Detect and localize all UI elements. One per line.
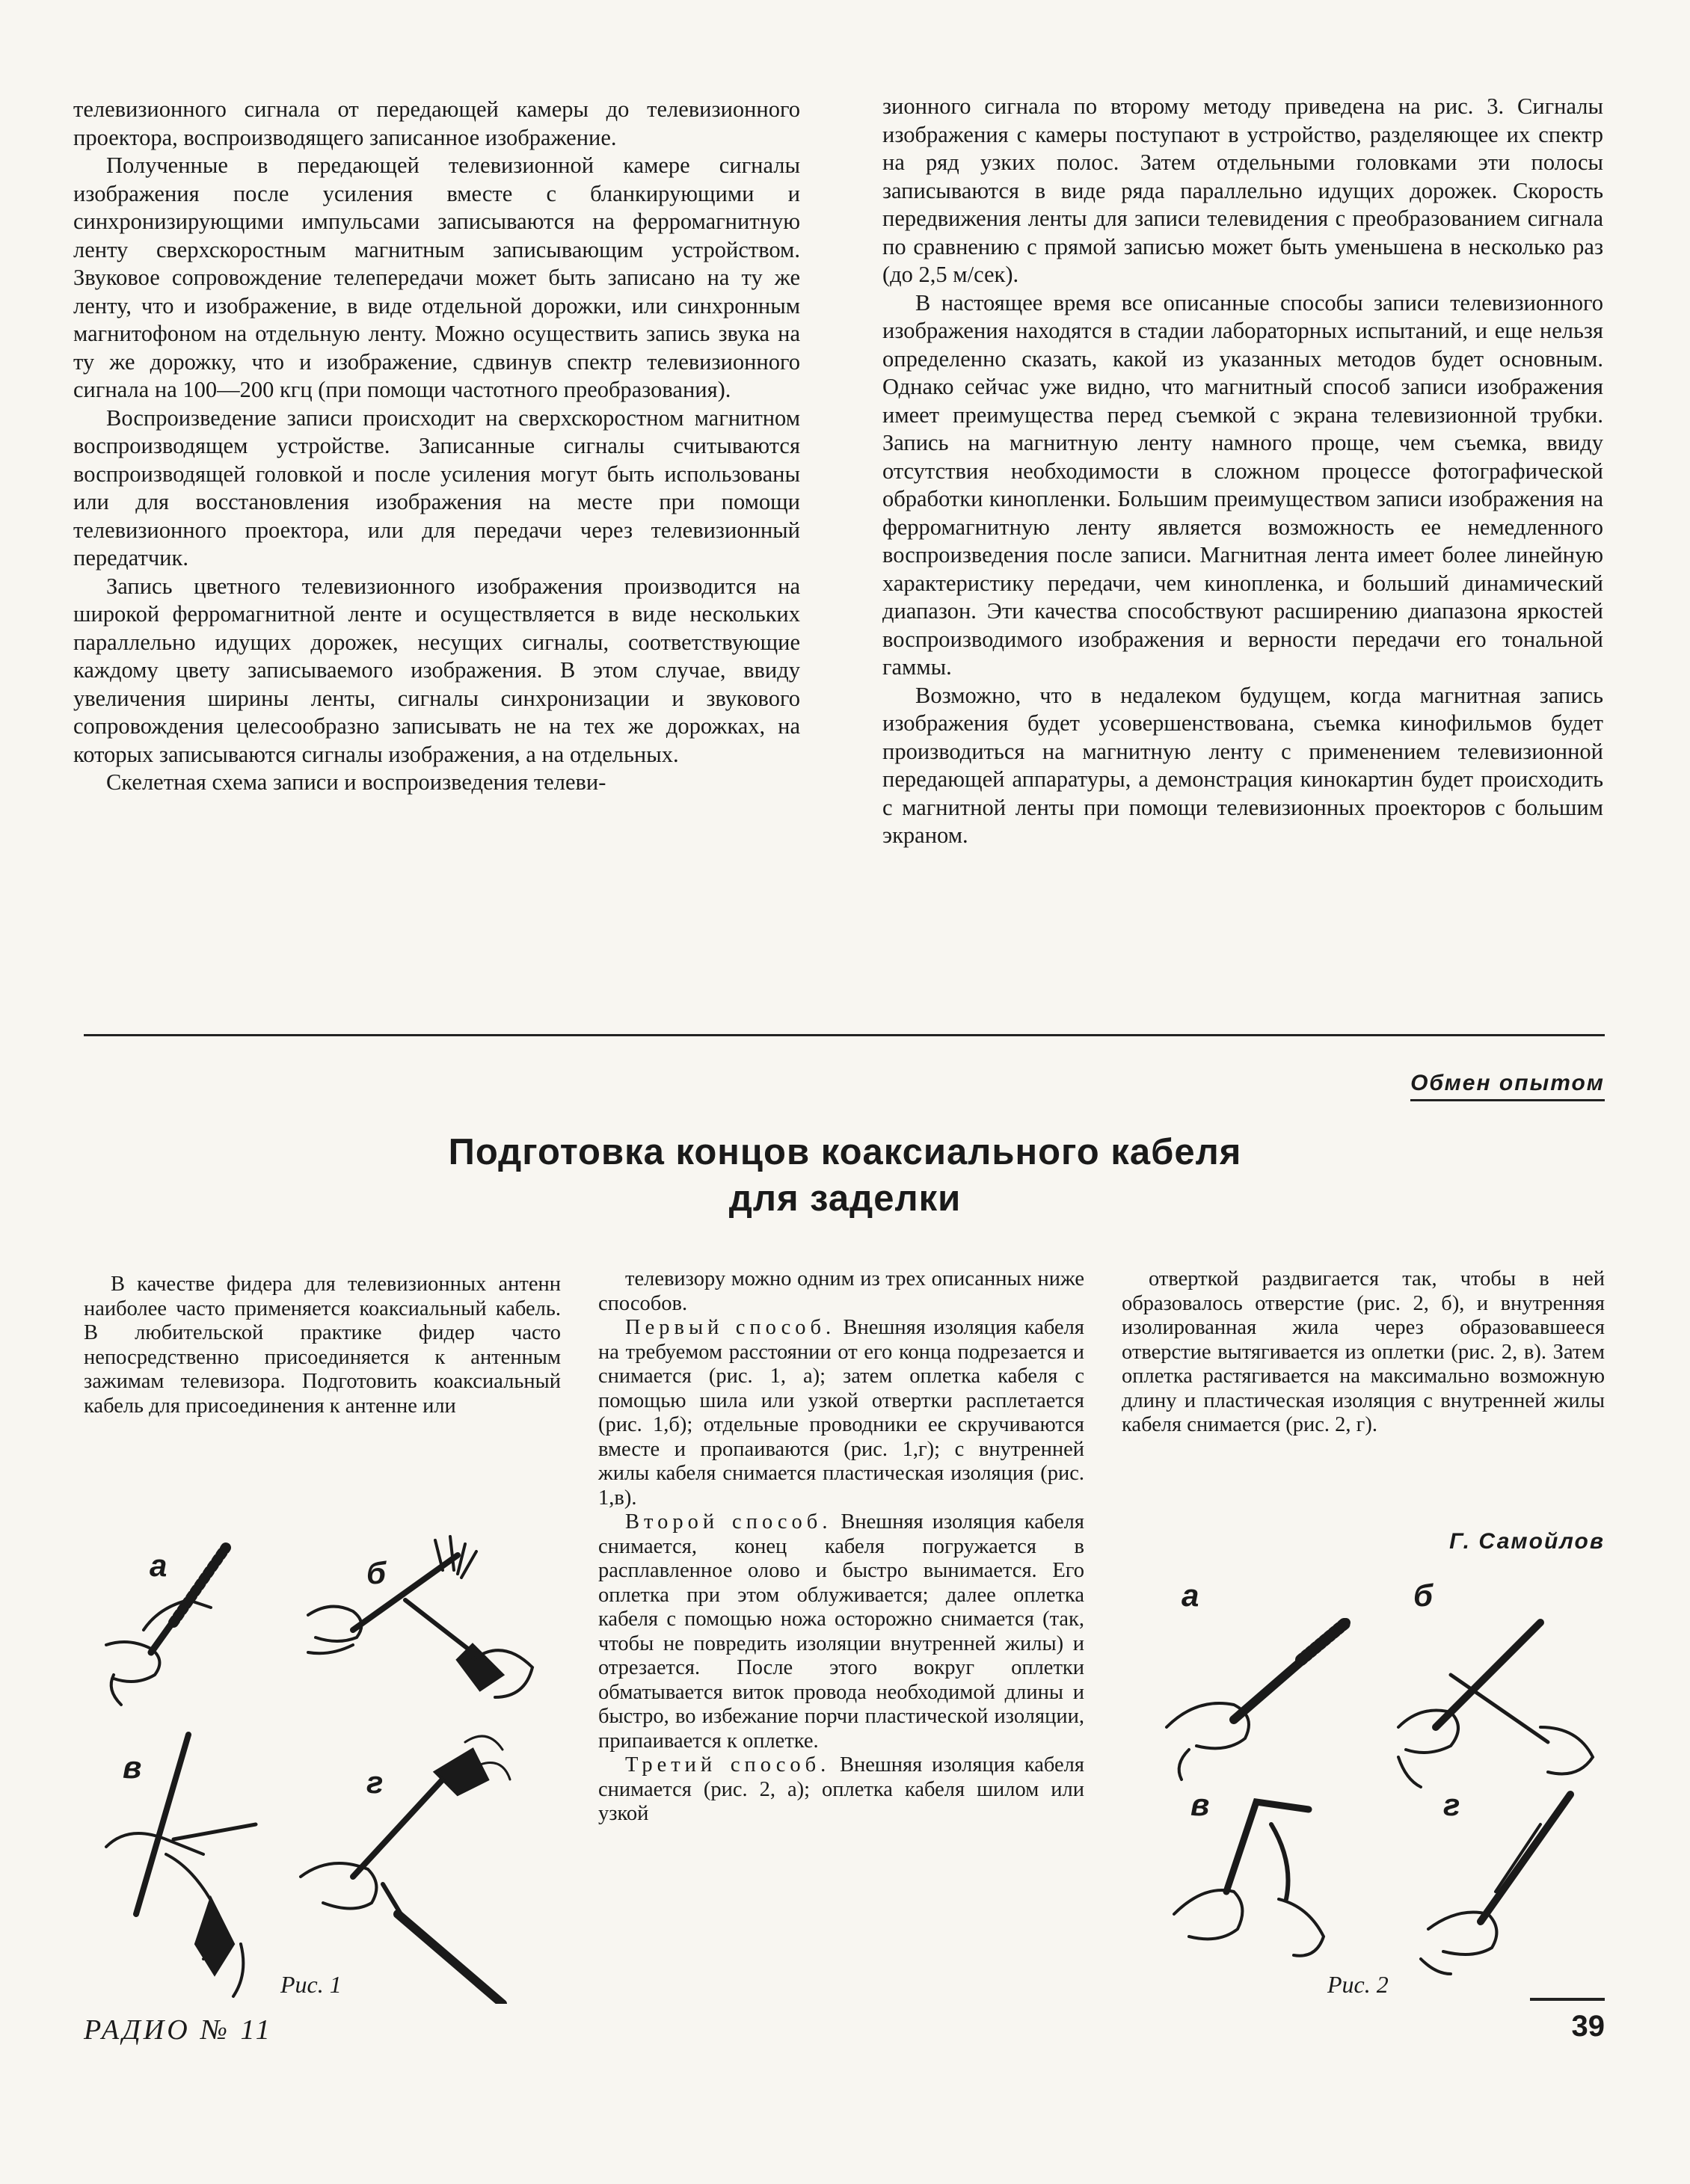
journal-name: РАДИО № 11 <box>84 2014 273 2046</box>
paragraph: В качестве фидера для телевизионных антенн наиболее часто применяется коаксиальный кабель. В любительской практике фидер часто непосредственно присоединяется к антенным зажимам телевизора. Подготовить коаксиальный кабель для присоединения к антенне или <box>84 1273 561 1418</box>
paragraph: Полученные в передающей телевизионной камере сигналы изображения после усиления вместе с бланкирующими и синхронизирующими импульсами записываются на ферромагнитную ленту сверхскоростным магнитным записывающим устройством. Звуковое сопровождение телепередачи может быть записано на ту же ленту, что и изображение, в виде отдельной дорожки, или синхронным магнитофоном на отдельную ленту. Можно осуществить запись звука на ту же дорожку, что и изображение, сдвинув спектр телевизионного сигнала на 100—200 кгц (при помощи частотного преобразования). <box>73 153 800 402</box>
figure-label: в <box>1190 1787 1210 1822</box>
paragraph: Возможно, что в недалеком будущем, когда магнитная запись изображения будет усовершенствована, съемка кинофильмов будет производиться на магнитную ленту с применением телевизионной передающей аппаратуры, а демонстрация кинокартин будет происходить с магнитной ленты при помощи телевизионных проекторов с большим экраном. <box>882 682 1603 848</box>
page-number: 39 <box>1571 2010 1605 2043</box>
paragraph-method-1 <box>598 1316 1084 1510</box>
figure-1 <box>84 1525 577 2004</box>
method-text: Внешняя изоляция кабеля снимается (рис. 2, а); оплетка кабеля шилом или узкой <box>598 1753 1084 1825</box>
article-column-3 <box>1122 1267 1605 1438</box>
method-label: Первый способ. <box>625 1316 836 1339</box>
figure-label: в <box>123 1750 142 1785</box>
figure-2 <box>1152 1578 1608 1981</box>
footer-rule <box>1530 1998 1605 2001</box>
figure-label: б <box>1413 1578 1434 1613</box>
author: Г. Самойлов <box>1449 1529 1605 1554</box>
title-line: для заделки <box>728 1178 962 1219</box>
paragraph: телевизору можно одним из трех описанных ниже способов. <box>598 1267 1084 1315</box>
article-column-1 <box>84 1273 561 1418</box>
paragraph: Скелетная схема записи и воспроизведения телеви- <box>106 769 606 795</box>
section-label: Обмен опытом <box>1410 1071 1605 1101</box>
paragraph: В настоящее время все описанные способы записи телевизионного изображения находятся в стадии лабораторных испытаний, и еще нельзя определенно сказать, какой из указанных методов будет основным. Однако сейчас уже видно, что магнитный способ записи изображения имеет преимущества перед съемкой с экрана телевизионной трубки. Запись на магнитную ленту намного проще, чем съемка, ввиду отсутствия необходимости в сложном процессе фотографической обработки кинопленки. Большим преимуществом записи изображения на ферромагнитную ленту является возможность ее немедленного воспроизведения после записи. Магнитная лента имеет более линейную характеристику передачи, чем кинопленка, и больший динамический диапазон. Эти качества способствуют расширению диапазона яркостей воспроизводимого изображения и верности передачи его тональной гаммы. <box>882 289 1603 680</box>
title-line: Подготовка концов коаксиального кабеля <box>448 1132 1242 1172</box>
top-right-column <box>882 93 1603 850</box>
top-left-column <box>73 96 800 797</box>
figure-label: б <box>366 1555 387 1590</box>
method-text: Внешняя изоляция кабеля на требуемом расстоянии от его конца подрезается и снимается (рис. 1, а); затем оплетка кабеля с помощью шила или узкой отвертки расплетается (рис. 1,б); отдельные проводники ее скручиваются вместе и пропаиваются (рис. 1,г); с внутренней жилы кабеля снимается пластическая изоляция (рис. 1,в). <box>598 1316 1084 1510</box>
paragraph: Воспроизведение записи происходит на сверхскоростном магнитном воспроизводящем устройстве. Записанные сигналы считываются воспроизводящей головкой и после усиления могут быть использованы или для восстановления изображения на месте при помощи телевизионного проектора, или для передачи через телевизионный передатчик. <box>73 404 800 570</box>
paragraph: телевизионного сигнала от передающей камеры до телевизионного проектора, воспроизводящего записанное изображение. <box>73 96 800 150</box>
figure-2-caption: Рис. 2 <box>1327 1971 1389 1998</box>
paragraph: Запись цветного телевизионного изображения производится на широкой ферромагнитной ленте и осуществляется в виде нескольких параллельно идущих дорожек, несущих сигналы, соответствующие каждому цвету записываемого изображения. В этом случае, ввиду увеличения ширины ленты, сигналы синхронизации и звукового сопровождения целесообразно записывать не на тех же дорожках, на которых записываются сигналы изображения, а на отдельных. <box>73 573 800 767</box>
method-label: Второй способ. <box>625 1510 832 1534</box>
figure-label: а <box>1182 1578 1199 1613</box>
figure-1-caption: Рис. 1 <box>280 1971 342 1998</box>
paragraph: зионного сигнала по второму методу приведена на рис. 3. Сигналы изображения с камеры поступают в устройство, разделяющее их спектр на ряд узких полос. Затем отдельными головками эти полосы записываются в виде ряда параллельно идущих дорожек. Скорость передвижения ленты для записи телевидения с преобразованием сигнала по сравнению с прямой записью может быть уменьшена в несколько раз (до 2,5 м/сек). <box>882 93 1603 287</box>
section-divider <box>84 1034 1605 1036</box>
paragraph: отверткой раздвигается так, чтобы в ней образовалось отверстие (рис. 2, б), и внутренняя изолированная жила через образовавшееся отверстие вытягивается из оплетки (рис. 2, в). Затем оплетка растягивается на максимально возможную длину и пластическая изоляция с внутренней жилы кабеля снимается (рис. 2, г). <box>1122 1267 1605 1436</box>
figure-label: г <box>366 1765 384 1800</box>
paragraph-method-3 <box>598 1753 1084 1827</box>
method-text: Внешняя изоляция кабеля снимается, конец кабеля погружается в расплавленное олово и быстро вынимается. Его оплетка при этом облуживается; далее оплетка кабеля с помощью ножа осторожно снимается (так, чтобы не повредить изоляции внутренней жилы) и отрезается. После этого вокруг оплетки обматывается виток провода необходимой длины и быстро, во избежание порчи пластической изоляции, припаивается к оплетке. <box>598 1510 1085 1753</box>
figure-2-illustration <box>1152 1578 1608 1981</box>
figure-1-illustration <box>84 1525 577 2004</box>
figure-label: а <box>150 1548 168 1583</box>
method-label: Третий способ. <box>625 1753 831 1777</box>
figure-label: г <box>1443 1787 1460 1822</box>
paragraph-method-2 <box>598 1510 1084 1753</box>
article-column-2 <box>598 1267 1084 1827</box>
article-title <box>269 1129 1421 1222</box>
